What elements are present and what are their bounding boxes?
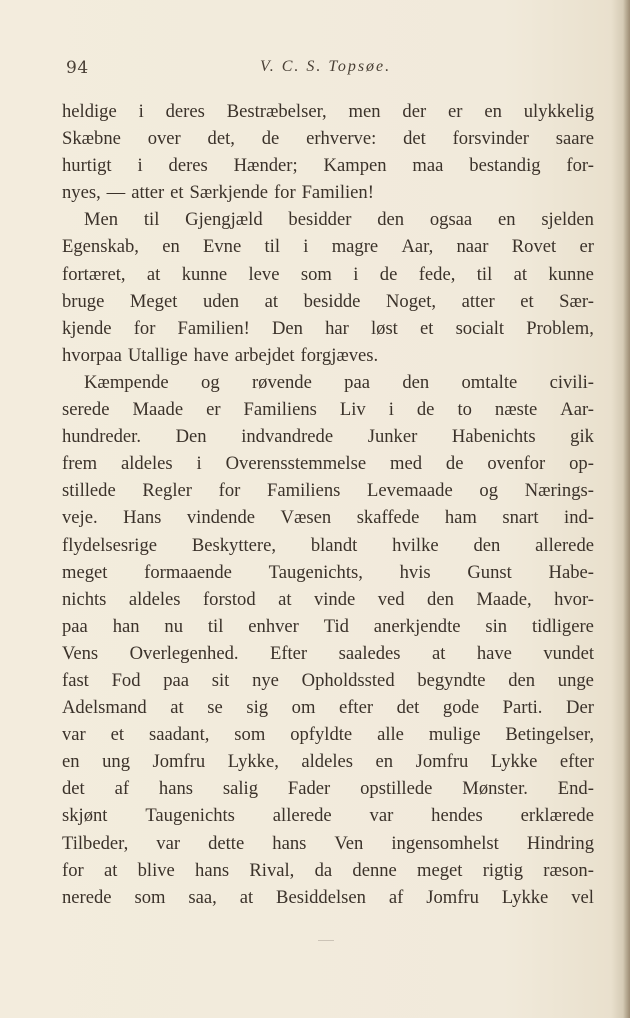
text-line — [62, 857, 594, 884]
word: skaffede — [356, 507, 420, 529]
word: hvor- — [554, 588, 594, 610]
word: Nærings- — [524, 480, 594, 502]
word: Besiddelsen — [276, 886, 366, 908]
text-line — [62, 504, 594, 531]
word: bruge — [62, 290, 105, 312]
word: Maade, — [476, 588, 532, 610]
word: et — [110, 724, 125, 746]
word: Levemaade — [367, 480, 453, 502]
word: som — [300, 263, 332, 285]
word: fortæret, — [62, 263, 126, 285]
word: men — [348, 101, 381, 122]
word: meget — [62, 561, 108, 583]
word: saare — [555, 128, 594, 150]
word: ham — [444, 507, 477, 529]
word: var — [156, 832, 181, 854]
word: besidde — [303, 290, 361, 312]
word: at — [103, 859, 118, 881]
text-line — [62, 288, 594, 315]
word: det — [396, 697, 420, 719]
word: Hænder; — [233, 155, 298, 177]
text-line — [62, 694, 594, 721]
text-line — [62, 261, 594, 288]
word: i — [303, 236, 309, 258]
word: de — [416, 399, 435, 421]
text-line — [62, 315, 594, 342]
running-head: V. C. S. Topsøe. — [260, 58, 392, 75]
word: veje. — [62, 507, 98, 529]
word: allerede — [535, 534, 594, 556]
word: op- — [569, 453, 594, 475]
word: mulige — [428, 724, 481, 746]
text-line — [62, 748, 594, 775]
word: det — [403, 128, 426, 150]
word: opfyldte — [290, 724, 353, 746]
word: End- — [557, 778, 594, 800]
word: som — [234, 724, 266, 746]
word: atter — [461, 290, 495, 312]
word: Ven — [334, 832, 364, 854]
word: til — [476, 263, 493, 285]
text-line — [62, 802, 594, 829]
text-line — [62, 667, 594, 694]
word: næste — [494, 399, 538, 421]
word: aldeles — [128, 588, 181, 610]
text-line — [62, 423, 594, 450]
text-line — [62, 342, 594, 369]
word: Fader — [287, 778, 331, 800]
word: forsvinder — [452, 128, 529, 150]
word: var — [62, 724, 86, 746]
word: uden — [202, 290, 240, 312]
word: et — [170, 182, 184, 204]
word: en — [162, 236, 180, 258]
text-line — [62, 125, 594, 152]
text-line — [62, 532, 594, 559]
text-line — [62, 396, 594, 423]
word: Beskyttere, — [191, 534, 277, 556]
word: deres — [168, 155, 208, 177]
word: er — [448, 101, 463, 122]
word: Maade — [132, 399, 184, 421]
word: at — [170, 697, 184, 719]
word: Opholdssted — [301, 669, 395, 691]
word: ingensomhelst — [391, 832, 499, 854]
word: to — [457, 399, 472, 421]
word: for — [62, 859, 84, 881]
word: en — [484, 101, 502, 122]
word: Aar- — [560, 399, 594, 421]
text-line — [62, 477, 594, 504]
word: til — [264, 236, 281, 258]
word: Fod — [111, 669, 141, 691]
word: heldige — [62, 101, 117, 122]
word: fast — [62, 669, 89, 691]
word: tidligere — [531, 615, 594, 637]
word: have — [476, 642, 512, 664]
word: i — [138, 101, 144, 122]
word: af — [114, 778, 130, 800]
word: de — [379, 263, 398, 285]
word: denne — [352, 859, 397, 881]
word: den — [473, 534, 501, 556]
word: Rival, — [249, 859, 295, 881]
word: Overlegenhed. — [129, 642, 239, 664]
word: opstillede — [360, 778, 433, 800]
word: besidder — [288, 209, 352, 231]
word: blive — [137, 859, 175, 881]
word: hendes — [431, 805, 483, 827]
word: Egenskab, — [62, 236, 139, 258]
word: nyes, — [62, 182, 101, 204]
word: en — [62, 751, 80, 773]
word: gode — [442, 697, 480, 719]
page-edge-shadow — [623, 0, 630, 1018]
word: at — [431, 642, 446, 664]
word: Jomfru — [426, 886, 479, 908]
word: Men — [84, 209, 119, 231]
word: Utallige — [127, 344, 188, 366]
word: allerede — [272, 805, 332, 827]
word: er — [206, 399, 221, 421]
word: Parti. — [502, 697, 543, 719]
word: i — [353, 263, 359, 285]
word: i — [137, 155, 143, 177]
word: for — [273, 182, 296, 204]
word: formaaende — [144, 561, 232, 583]
word: frem — [62, 453, 98, 475]
word: at — [513, 263, 528, 285]
word: socialt — [455, 317, 505, 339]
word: en — [375, 751, 394, 773]
word: Den — [271, 317, 303, 339]
word: med — [389, 453, 422, 475]
word: over — [147, 128, 181, 150]
word: at — [264, 290, 279, 312]
word: hans — [195, 859, 230, 881]
word: hvis — [399, 561, 431, 583]
word: Junker — [367, 426, 418, 448]
word: Jomfru — [415, 751, 469, 773]
text-line — [62, 152, 594, 179]
word: paa — [344, 371, 370, 393]
text-line — [62, 830, 594, 857]
word: dette — [208, 832, 245, 854]
word: deres — [165, 101, 205, 122]
word: Rovet — [511, 236, 557, 258]
word: hundreder. — [62, 426, 141, 448]
text-line — [62, 450, 594, 477]
word: et — [420, 317, 434, 339]
word: om — [291, 697, 316, 719]
word: af — [388, 886, 404, 908]
word: Adelsmand — [62, 697, 147, 719]
word: have — [193, 344, 229, 366]
word: Familien! — [301, 182, 374, 204]
word: magre — [331, 236, 379, 258]
text-line — [62, 775, 594, 802]
word: vel — [571, 886, 594, 908]
word: sjelden — [541, 209, 594, 231]
word: gik — [570, 426, 594, 448]
text-line — [62, 233, 594, 260]
text-line — [62, 179, 594, 206]
word: Efter — [269, 642, 308, 664]
word: bestandig — [469, 155, 541, 177]
word: hvilke — [392, 534, 439, 556]
word: hurtigt — [62, 155, 112, 177]
text-line — [62, 640, 594, 667]
word: var — [369, 805, 394, 827]
word: indvandrede — [241, 426, 334, 448]
word: nu — [164, 615, 184, 637]
word: unge — [557, 669, 594, 691]
word: enhver — [248, 615, 299, 637]
text-line — [62, 559, 594, 586]
word: den — [427, 588, 454, 610]
word: civili- — [549, 371, 594, 393]
word: se — [207, 697, 223, 719]
word: Lykke — [490, 751, 538, 773]
word: det, — [207, 128, 235, 150]
word: meget — [417, 859, 463, 881]
word: aldeles — [121, 453, 173, 475]
word: Skæbne — [62, 128, 121, 150]
word: Hans — [123, 507, 162, 529]
word: begyndte — [417, 669, 486, 691]
word: vindende — [186, 507, 256, 529]
word: for- — [566, 155, 594, 177]
word: den — [402, 371, 430, 393]
word: forstod — [202, 588, 256, 610]
word: anerkjendte — [373, 615, 461, 637]
word: ovenfor — [487, 453, 546, 475]
text-line — [62, 98, 594, 125]
word: Hindring — [526, 832, 594, 854]
word: sit — [211, 669, 230, 691]
word: Regler — [142, 480, 192, 502]
word: atter — [131, 182, 165, 204]
word: paa — [163, 669, 190, 691]
word: salig — [222, 778, 259, 800]
word: fede, — [418, 263, 456, 285]
word: hvorpaa — [62, 344, 122, 366]
word: omtalte — [461, 371, 518, 393]
word: kunne — [548, 263, 594, 285]
text-line — [62, 613, 594, 640]
word: at — [278, 588, 292, 610]
word: vinde — [313, 588, 356, 610]
word: de — [445, 453, 464, 475]
word: nerede — [62, 886, 112, 908]
word: kunne — [181, 263, 228, 285]
word: Taugenichts, — [268, 561, 363, 583]
text-line — [62, 884, 594, 911]
word: Familien! — [177, 317, 250, 339]
word: og — [479, 480, 499, 502]
footer-mark — [318, 940, 334, 941]
word: det — [62, 778, 85, 800]
word: Gunst — [467, 561, 512, 583]
word: er — [579, 236, 594, 258]
word: den — [377, 209, 405, 231]
word: maa — [412, 155, 444, 177]
word: hans — [158, 778, 194, 800]
word: at — [146, 263, 161, 285]
word: serede — [62, 399, 110, 421]
word: naar — [456, 236, 489, 258]
word: Der — [566, 697, 594, 719]
word: saaledes — [338, 642, 401, 664]
word: skjønt — [62, 805, 108, 827]
text-line — [62, 206, 594, 233]
word: Kampen — [323, 155, 387, 177]
word: rigtig — [482, 859, 524, 881]
word: og — [201, 371, 220, 393]
text-line — [62, 721, 594, 748]
word: i — [196, 453, 202, 475]
word: Overensstemmelse — [225, 453, 367, 475]
word: Familiens — [243, 399, 317, 421]
word: et — [520, 290, 534, 312]
word: Den — [175, 426, 207, 448]
word: Aar, — [401, 236, 434, 258]
word: for — [218, 480, 241, 502]
page-number: 94 — [66, 58, 89, 78]
word: Lykke, — [227, 751, 279, 773]
word: han — [112, 615, 140, 637]
word: Problem, — [526, 317, 594, 339]
word: for — [133, 317, 156, 339]
word: paa — [62, 615, 88, 637]
word: nichts — [62, 588, 107, 610]
word: at — [239, 886, 254, 908]
word: alle — [377, 724, 404, 746]
word: ind- — [564, 507, 594, 529]
word: den — [508, 669, 536, 691]
word: Sær- — [559, 290, 594, 312]
word: saa, — [188, 886, 217, 908]
text-line — [62, 369, 594, 396]
word: ulykkelig — [523, 101, 594, 122]
text-line — [62, 586, 594, 613]
word: ung — [102, 751, 130, 773]
body-text — [62, 98, 594, 911]
word: ræson- — [543, 859, 594, 881]
word: Tilbeder, — [62, 832, 129, 854]
word: Habe- — [548, 561, 594, 583]
word: løst — [370, 317, 398, 339]
word: kjende — [62, 317, 112, 339]
word: Bestræbelser, — [226, 101, 327, 122]
word: der — [402, 101, 427, 122]
word: de — [261, 128, 280, 150]
word: Særkjende — [189, 182, 269, 204]
word: saadant, — [148, 724, 210, 746]
word: Noget, — [385, 290, 437, 312]
word: efter — [338, 697, 374, 719]
word: har — [325, 317, 349, 339]
word: ogsaa — [429, 209, 473, 231]
word: hans — [272, 832, 307, 854]
word: flydelsesrige — [62, 534, 158, 556]
word: snart — [502, 507, 539, 529]
word: ved — [377, 588, 405, 610]
word: efter — [559, 751, 594, 773]
word: blandt — [310, 534, 358, 556]
page-header — [66, 54, 594, 84]
word: arbejdet — [234, 344, 295, 366]
word: røvende — [251, 371, 312, 393]
word: i — [388, 399, 394, 421]
word: sin — [485, 615, 508, 637]
word: Betingelser, — [505, 724, 594, 746]
word: Kæmpende — [84, 371, 169, 393]
word: som — [134, 886, 166, 908]
word: Væsen — [280, 507, 332, 529]
word: til — [207, 615, 224, 637]
word: — — [106, 182, 126, 204]
word: Meget — [129, 290, 178, 312]
word: da — [314, 859, 333, 881]
word: Liv — [339, 399, 366, 421]
word: erhverve: — [306, 128, 377, 150]
word: Taugenichts — [145, 805, 235, 827]
word: Vens — [62, 642, 99, 664]
word: Tid — [323, 615, 349, 637]
word: Habenichts — [451, 426, 536, 448]
word: en — [497, 209, 516, 231]
word: aldeles — [301, 751, 354, 773]
word: Gjengjæld — [185, 209, 263, 231]
word: leve — [248, 263, 280, 285]
word: sig — [246, 697, 269, 719]
word: Mønster. — [462, 778, 528, 800]
word: Evne — [203, 236, 242, 258]
word: stillede — [62, 480, 116, 502]
word: til — [143, 209, 160, 231]
word: Familiens — [267, 480, 341, 502]
word: forgjæves. — [300, 344, 379, 366]
word: vundet — [543, 642, 594, 664]
word: Lykke — [501, 886, 549, 908]
word: nye — [252, 669, 279, 691]
word: erklærede — [520, 805, 594, 827]
word: Jomfru — [152, 751, 206, 773]
